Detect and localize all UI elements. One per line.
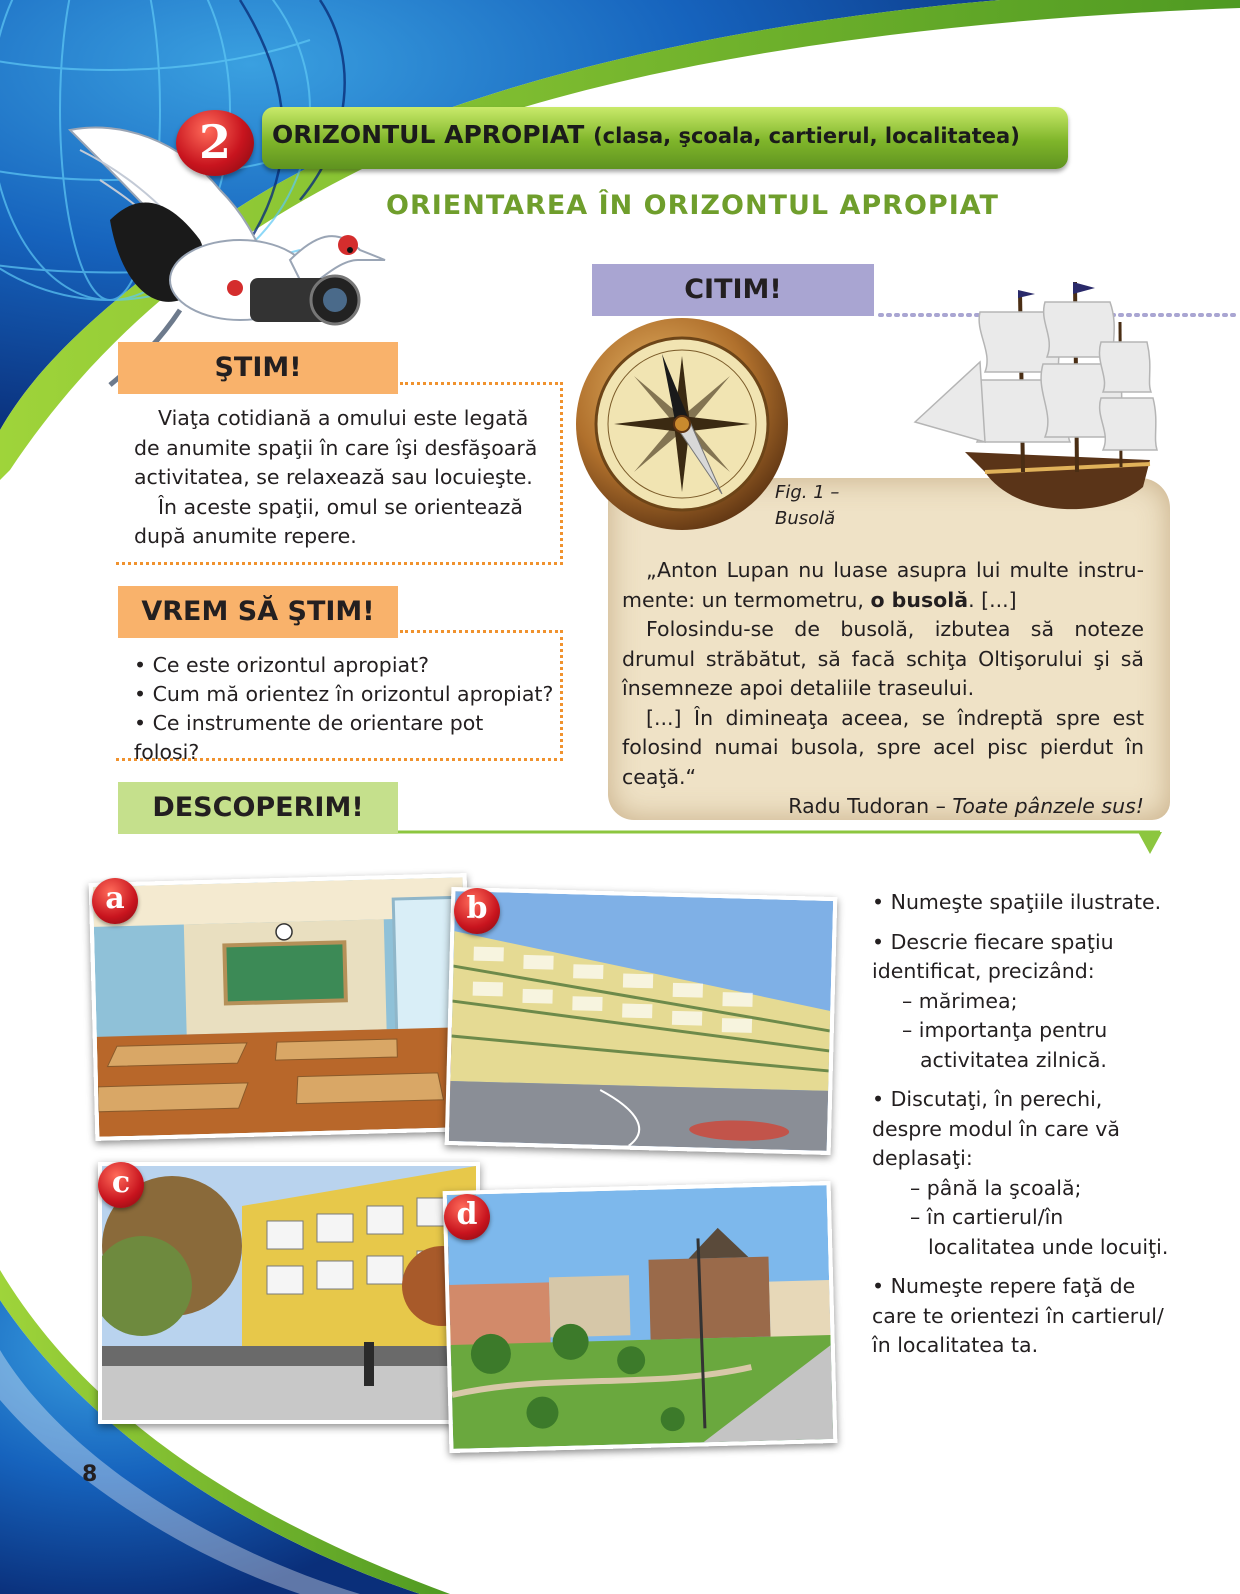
photo-label-b: b <box>454 888 500 934</box>
stim-paragraph: În aceste spaţii, omul se orientează după anumite repere. <box>134 494 523 548</box>
sailing-ship-image <box>905 272 1170 537</box>
task-subitem: – până la şcoală; <box>910 1175 1082 1200</box>
quote-paragraph <box>622 556 1144 615</box>
list-item: • Ce instrumente de orientare pot folosi? <box>134 709 554 767</box>
lesson-title: ORIENTAREA ÎN ORIZONTUL APROPIAT <box>386 190 999 221</box>
vrem-box-top-rule <box>400 630 563 633</box>
quote-paragraph: Folosindu-se de busolă, izbutea să noteze drumul străbătut, să facă schiţa Oltişorului şi să însemneze apoi detaliile traseului. <box>622 617 1144 700</box>
task-subitem: – importanţa pentru activitatea zilnică. <box>902 1018 1108 1072</box>
quote-attribution <box>622 792 1144 822</box>
stim-text <box>134 404 544 552</box>
descoperim-heading: DESCOPERIM! <box>118 782 398 834</box>
quote-bold-text: o busolă <box>870 587 969 612</box>
photo-classroom <box>89 873 474 1141</box>
photo-label-a: a <box>92 878 138 924</box>
quote-book-title: Toate pânzele sus! <box>952 794 1144 818</box>
stim-box-top-rule <box>400 382 563 385</box>
vrem-question-list <box>134 651 554 767</box>
photo-label-c: c <box>98 1162 144 1208</box>
citim-heading: CITIM! <box>592 264 874 316</box>
photo-school-building <box>445 887 838 1155</box>
citim-quote <box>622 556 1144 822</box>
quote-text: . [...] <box>968 587 1017 612</box>
unit-number-badge: 2 <box>176 110 254 176</box>
task-subitem: – mărimea; <box>902 988 1018 1013</box>
unit-title-main: ORIZONTUL APROPIAT <box>272 120 585 149</box>
photo-school-street <box>98 1162 480 1424</box>
task-item: • Discutaţi, în perechi, despre modul în care vă deplasaţi: <box>872 1087 1120 1170</box>
compass-image <box>572 314 792 534</box>
figure-caption-line: Fig. 1 – <box>775 482 840 503</box>
photo-label-d: d <box>444 1194 490 1240</box>
figure-caption <box>775 480 839 532</box>
task-subitem: – în cartierul/în localitatea unde locuiţi. <box>910 1205 1169 1259</box>
vrem-heading: VREM SĂ ŞTIM! <box>118 586 398 638</box>
list-item: • Cum mă orientez în orizontul apropiat? <box>134 680 554 709</box>
stim-paragraph: Viaţa cotidiană a omului este legată de anumite spaţii în care îşi desfăşoară activitatea, se relaxează sau locuieşte. <box>134 406 538 489</box>
task-item: • Descrie fiecare spaţiu identificat, precizând: <box>872 929 1114 983</box>
quote-author: Radu Tudoran – <box>788 794 953 818</box>
task-item: • Numeşte spaţiile ilustrate. <box>872 890 1162 914</box>
figure-caption-line: Busolă <box>775 508 836 529</box>
quote-text: „Anton Lupan nu luase asupra lui multe instru-mente: un termometru, <box>622 558 1144 612</box>
stim-heading: ŞTIM! <box>118 342 398 394</box>
quote-paragraph: [...] În dimineaţa aceea, se îndreptă spre est folosind numai busola, spre acel pisc pierdut în ceaţă.“ <box>622 705 1144 789</box>
unit-title <box>272 120 1020 149</box>
list-item: • Ce este orizontul apropiat? <box>134 651 554 680</box>
task-list <box>872 888 1172 1371</box>
photo-city-square <box>443 1181 838 1453</box>
task-item: • Numeşte repere faţă de care te orientezi în cartierul/în localitatea ta. <box>872 1274 1164 1357</box>
page-number: 8 <box>82 1462 98 1487</box>
unit-subtitle: (clasa, şcoala, cartierul, localitatea) <box>593 124 1020 148</box>
